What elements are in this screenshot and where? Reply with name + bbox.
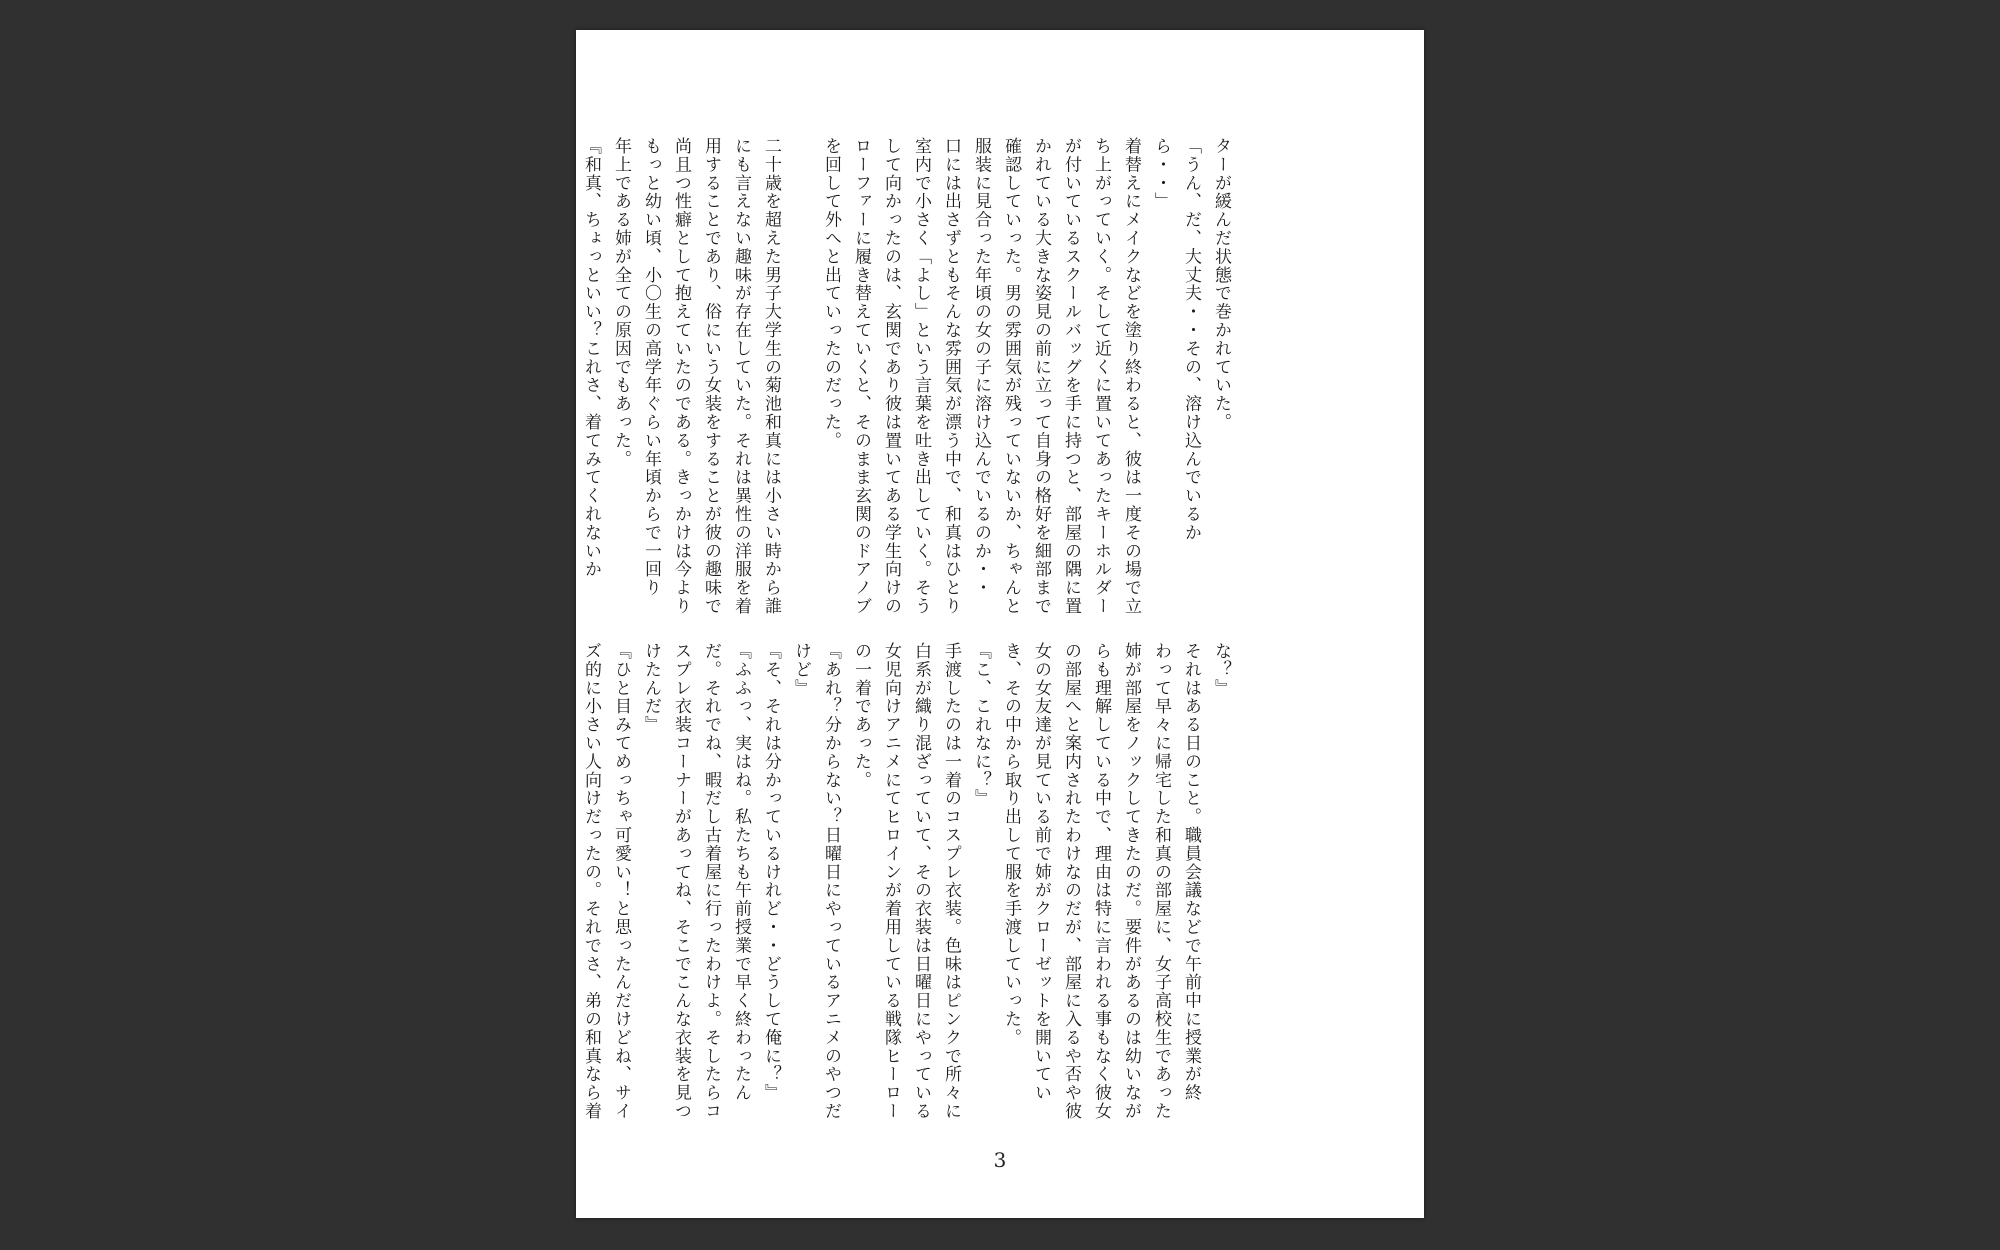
page-number: 3 xyxy=(993,1148,1007,1172)
text-line: 服装に見合った年頃の女の子に溶け込んでいるのか・・ xyxy=(971,137,991,597)
text-line: 『そ、それは分かっているけれど・・どうして俺に？』 xyxy=(761,642,781,1102)
text-line: 「うん、だ、大丈夫・・その、溶け込んでいるか xyxy=(1181,137,1201,542)
text-line: スプレ衣装コーナーがあってね、そこでこんな衣装を見つ xyxy=(671,642,691,1121)
text-line: 着替えにメイクなどを塗り終わると、彼は一度その場で立 xyxy=(1121,137,1141,616)
text-line: 『和真、ちょっといい？これさ、着てみてくれないか xyxy=(581,137,601,579)
text-line: 用することであり、俗にいう女装をすることが彼の趣味で xyxy=(701,137,721,616)
text-line: 口には出さずともそんな雰囲気が漂う中で、和真はひとり xyxy=(941,137,961,616)
text-line: 室内で小さく「よし」という言葉を吐き出していく。そう xyxy=(911,137,931,616)
text-line: して向かったのは、玄関であり彼は置いてある学生向けの xyxy=(881,137,901,616)
text-line: ら・・」 xyxy=(1151,137,1171,211)
text-line: 女の女友達が見ている前で姉がクローゼットを開いてい xyxy=(1031,642,1051,1102)
text-line: の一着であった。 xyxy=(851,642,871,790)
text-line: らも理解している中で、理由は特に言われる事もなく彼女 xyxy=(1091,642,1111,1121)
text-line: けど』 xyxy=(791,642,811,698)
text-line: 二十歳を超えた男子大学生の菊池和真には小さい時から誰 xyxy=(761,137,781,616)
text-line: 『あれ？分からない？日曜日にやっているアニメのやつだ xyxy=(821,642,841,1121)
text-line: ターが緩んだ状態で巻かれていた。 xyxy=(1211,137,1231,432)
text-line: 白系が織り混ざっていて、その衣装は日曜日にやっている xyxy=(911,642,931,1121)
text-line: ローファーに履き替えていくと、そのまま玄関のドアノブ xyxy=(851,137,871,616)
text-block-top xyxy=(581,137,1236,625)
text-line: 尚且つ性癖として抱えていたのである。きっかけは今より xyxy=(671,137,691,616)
text-line: 手渡したのは一着のコスプレ衣装。色味はピンクで所々に xyxy=(941,642,961,1121)
document-page xyxy=(576,30,1424,1218)
text-block-bottom xyxy=(581,642,1236,1137)
text-line: を回して外へと出ていったのだった。 xyxy=(821,137,841,450)
text-line: き、その中から取り出して服を手渡していった。 xyxy=(1001,642,1021,1047)
text-line: の部屋へと案内されたわけなのだが、部屋に入るや否や彼 xyxy=(1061,642,1081,1121)
text-line: けたんだ』 xyxy=(641,642,661,734)
text-line: それはある日のこと。職員会議などで午前中に授業が終 xyxy=(1181,642,1201,1102)
text-line: が付いているスクールバッグを手に持つと、部屋の隅に置 xyxy=(1061,137,1081,616)
blank-line xyxy=(786,137,816,625)
text-line: 『ひと目みてめっちゃ可愛い！と思ったんだけどね、サイ xyxy=(611,642,631,1121)
text-line: だ。それでね、暇だし古着屋に行ったわけよ。そしたらコ xyxy=(701,642,721,1121)
text-line: にも言えない趣味が存在していた。それは異性の洋服を着 xyxy=(731,137,751,616)
text-line: ズ的に小さい人向けだったの。それでさ、弟の和真なら着 xyxy=(581,642,601,1121)
text-line: 年上である姉が全ての原因でもあった。 xyxy=(611,137,631,469)
text-line: 『ふふっ、実はね。私たちも午前授業で早く終わったん xyxy=(731,642,751,1102)
text-line: な？』 xyxy=(1211,642,1231,698)
text-line: もっと幼い頃、小〇生の高学年ぐらい年頃からで一回り xyxy=(641,137,661,597)
text-line: 確認していった。男の雰囲気が残っていないか、ちゃんと xyxy=(1001,137,1021,616)
text-line: わって早々に帰宅した和真の部屋に、女子高校生であった xyxy=(1151,642,1171,1121)
text-line: 姉が部屋をノックしてきたのだ。要件があるのは幼いなが xyxy=(1121,642,1141,1121)
text-line: かれている大きな姿見の前に立って自身の格好を細部まで xyxy=(1031,137,1051,616)
text-line: ち上がっていく。そして近くに置いてあったキーホルダー xyxy=(1091,137,1111,616)
text-line: 『こ、これなに？』 xyxy=(971,642,991,808)
text-line: 女児向けアニメにてヒロインが着用している戦隊ヒーロー xyxy=(881,642,901,1121)
